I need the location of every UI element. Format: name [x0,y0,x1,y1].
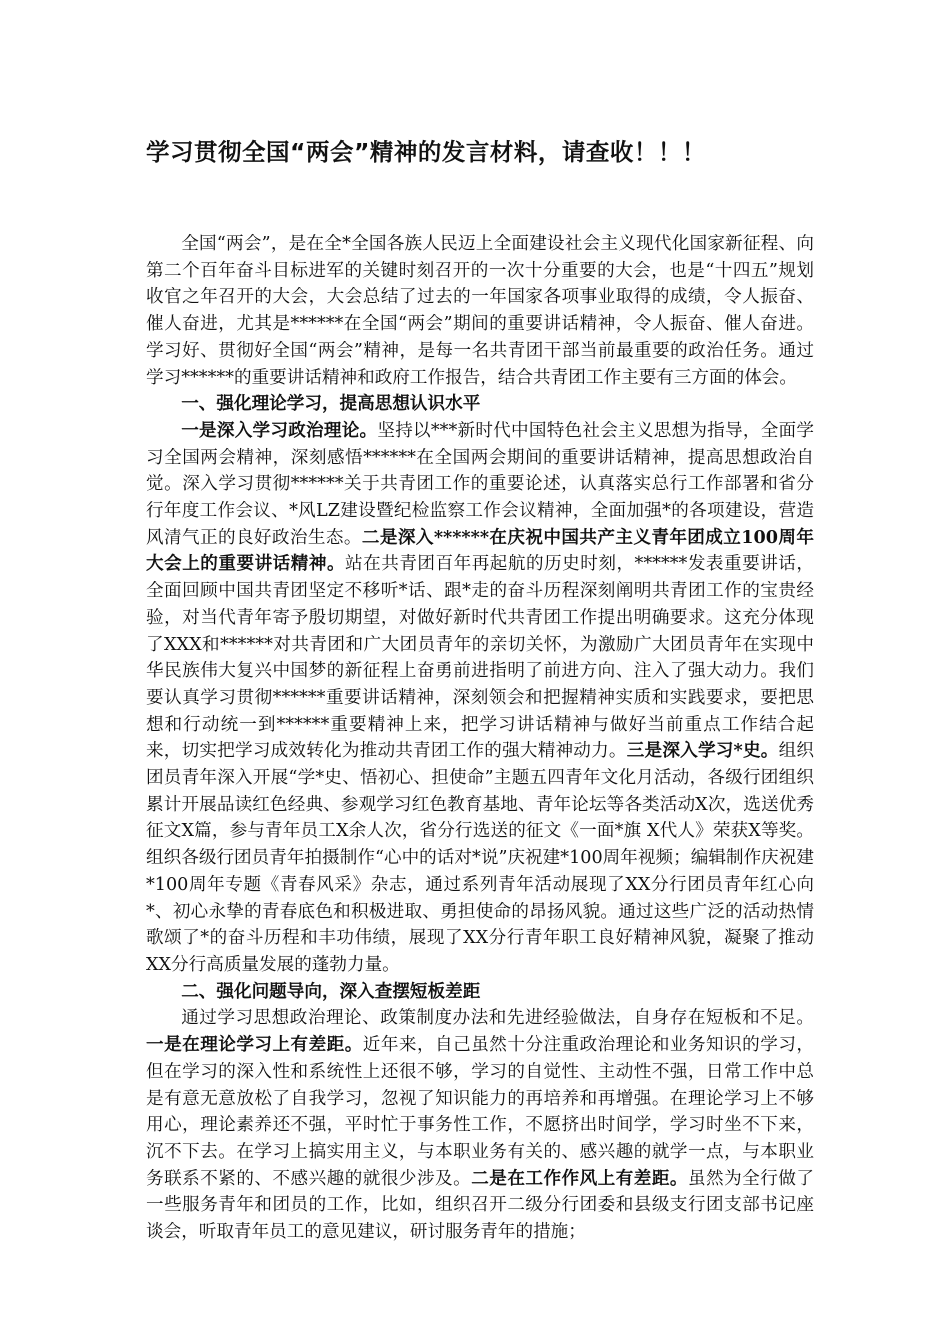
paragraph-text: 站在共青团百年再起航的历史时刻，******发表重要讲话，全面回顾中国共青团坚定不移听*话、跟*走的奋斗历程深刻阐明共青团工作的宝贵经验，对当代青年寄予殷切期望，对做好新时代共青团工作提出明确要求。这充分体现了XXX和******对共青团和广大团员青年的亲切关怀，为激励广大团员青年在实现中华民族伟大复兴中国梦的新征程上奋勇前进指明了前进方向、注入了强大动力。我们要认真学习贯彻******重要讲话精神，深刻领会和把握精神实质和实践要求，要把思想和行动统一到******重要精神上来，把学习讲话精神与做好当前重点工作结合起来，切实把学习成效转化为推动共青团工作的强大精神动力。 [146,554,814,762]
body-paragraph [146,418,814,979]
section-heading: 二、强化问题导向，深入查摆短板差距 [181,980,481,1002]
paragraph-text: 坚持以***新时代中国特色社会主义思想为指导，全面学习全国两会精神，深刻感悟******在全国两会期间的重要讲话精神，提高思想政治自觉。深入学习贯彻******关于共青团工作的重要论述，认真落实总行工作部署和省分行年度工作会议、*风LZ建设暨纪检监察工作会议精神，全面加强*的各项建设，营造风清气正的良好政治生态。 [146,420,814,548]
bold-lead-phrase: 三是深入学习*史。 [626,740,779,762]
document-body [146,231,814,1246]
paragraph-text: 虽然为全行做了一些服务青年和团员的工作，比如，组织召开二级分行团委和县级支行团支部书记座谈会，听取青年员工的意见建议，研讨服务青年的措施； [146,1168,814,1243]
paragraph-text: 全国“两会”，是在全*全国各族人民迈上全面建设社会主义现代化国家新征程、向第二个百年奋斗目标进军的关键时刻召开的一次十分重要的大会，也是“十四五”规划收官之年召开的大会，大会总结了过去的一年国家各项事业取得的成绩，令人振奋、催人奋进，尤其是******在全国“两会”期间的重要讲话精神，令人振奋、催人奋进。学习好、贯彻好全国“两会”精神，是每一名共青团干部当前最重要的政治任务。通过学习******的重要讲话精神和政府工作报告，结合共青团工作主要有三方面的体会。 [146,234,814,388]
paragraph-text: 近年来，自己虽然十分注重政治理论和业务知识的学习，但在学习的深入性和系统性上还很不够，学习的自觉性、主动性不强，日常工作中总是有意无意放松了自我学习，忽视了知识能力的再培养和再增强。在理论学习上不够用心，理论素养还不强，平时忙于事务性工作，不愿挤出时间学，学习时坐不下来，沉不下去。在学习上搞实用主义，与本职业务有关的、感兴趣的就学一点，与本职业务联系不紧的、不感兴趣的就很少涉及。 [146,1035,814,1189]
body-paragraph [146,231,814,391]
bold-lead-phrase: 一是深入学习政治理论。 [181,419,378,441]
paragraph-text: 通过学习思想政治理论、政策制度办法和先进经验做法，自身存在短板和不足。 [181,1008,814,1029]
body-paragraph [146,1005,814,1245]
paragraph-text: 组织团员青年深入开展“学*史、悟初心、担使命”主题五四青年文化月活动，各级行团组织累计开展品读红色经典、参观学习红色教育基地、青年论坛等各类活动X次，选送优秀征文X篇，参与青年员工X余人次，省分行选送的征文《一面*旗 X代人》荣获X等奖。组织各级行团员青年拍摄制作“心中的话对*说”庆祝建*100周年视频；编辑制作庆祝建*100周年专题《青春风采》杂志，通过系列青年活动展现了XX分行团员青年红心向*、初心永挚的青春底色和积极进取、勇担使命的昂扬风貌。通过这些广泛的活动热情歌颂了*的奋斗历程和丰功伟绩，展现了XX分行青年职工良好精神风貌，凝聚了推动XX分行高质量发展的蓬勃力量。 [146,741,814,975]
section-heading: 一、强化理论学习，提高思想认识水平 [181,393,481,415]
bold-lead-phrase: 二是在工作作风上有差距。 [471,1167,688,1189]
document-title: 学习贯彻全国“两会”精神的发言材料，请查收！！！ [146,138,706,166]
bold-lead-phrase: 二是深入******在庆祝中国共产主义青年团成立100周年大会上的重要讲话精神。 [146,526,814,575]
bold-lead-phrase: 一是在理论学习上有差距。 [146,1034,363,1056]
